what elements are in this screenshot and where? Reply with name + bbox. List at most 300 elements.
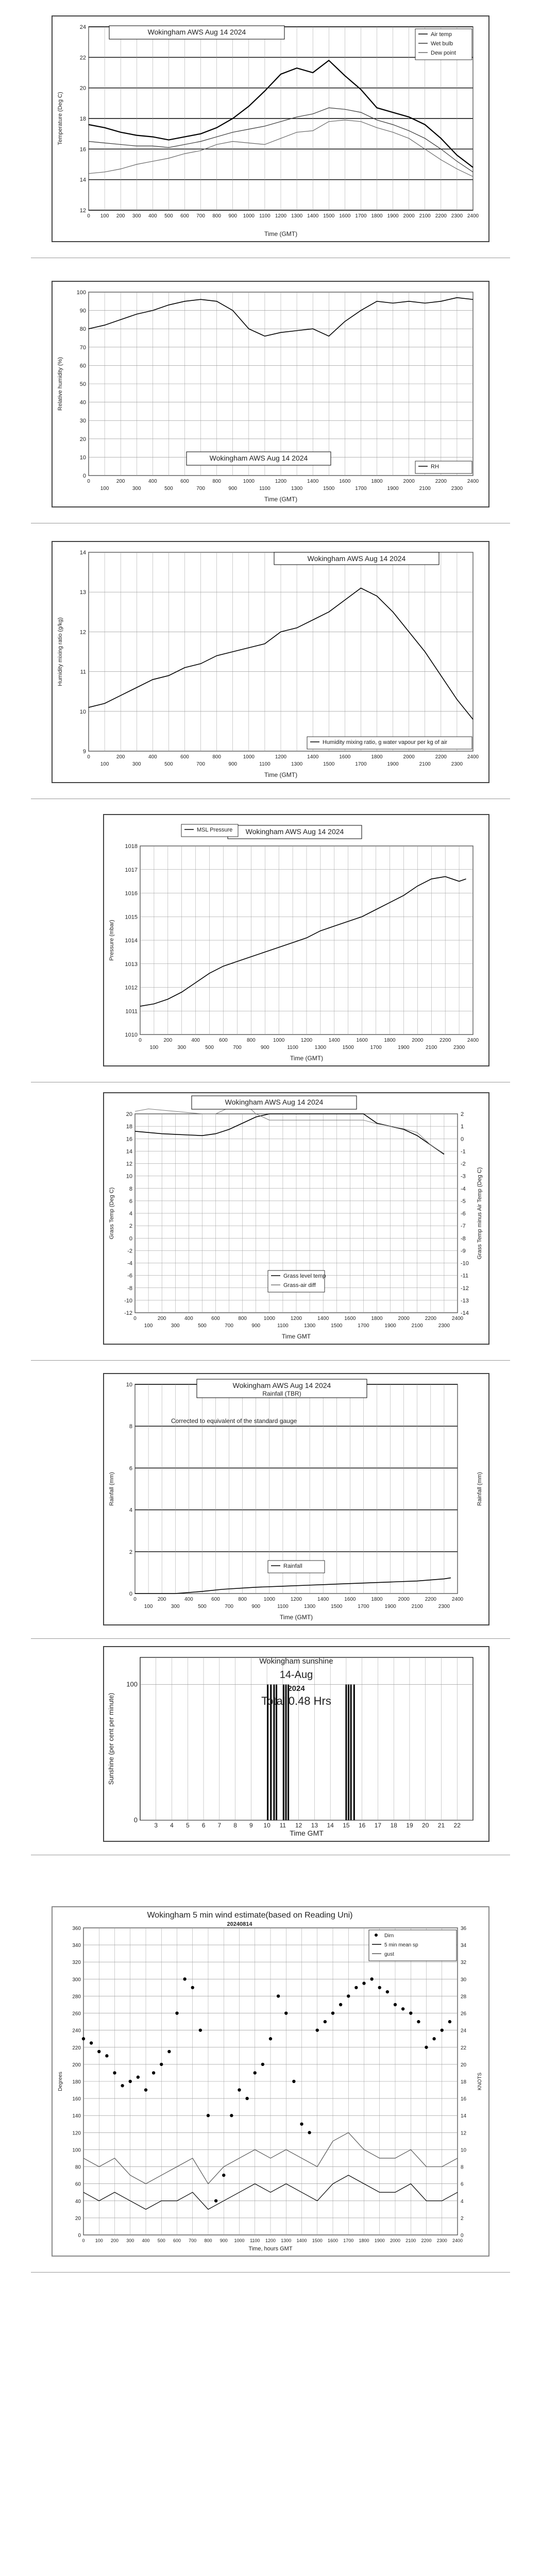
x-tick-label: 500 <box>164 213 173 219</box>
y-tick-label: 180 <box>72 2079 81 2085</box>
x-tick-label: 1300 <box>303 1323 316 1329</box>
x-tick-label: 22 <box>453 1822 461 1829</box>
x-tick-label: 500 <box>198 1323 207 1329</box>
x-tick-label: 2300 <box>451 486 463 492</box>
x-tick-label: 2400 <box>467 1038 479 1043</box>
wind-direction-point <box>448 2020 451 2023</box>
wind-direction-point <box>105 2054 108 2057</box>
x-tick-label: 700 <box>233 1045 242 1050</box>
x-tick-label: 1700 <box>358 1604 369 1609</box>
y-tick-label: 0 <box>82 473 86 479</box>
wind-direction-point <box>425 2046 428 2049</box>
y-tick-label: 1010 <box>125 1032 138 1038</box>
wind-direction-point <box>144 2088 147 2091</box>
x-tick-label: 1200 <box>275 754 287 760</box>
x-tick-label: 1200 <box>275 479 287 484</box>
x-axis-label: Time (GMT) <box>264 230 298 238</box>
y2-tick-label: 16 <box>461 2096 467 2103</box>
wind-direction-point <box>167 2050 171 2053</box>
y-tick-label: 160 <box>72 2096 81 2103</box>
y-tick-label: 200 <box>72 2062 81 2068</box>
chart-subtitle: Rainfall (TBR) <box>262 1390 301 1397</box>
y-tick-label: 1013 <box>125 961 138 968</box>
x-axis-label: Time (GMT) <box>264 496 298 503</box>
y-tick-label: 1017 <box>125 867 138 873</box>
x-tick-label: 0 <box>87 213 90 219</box>
y2-tick-label: -1 <box>461 1148 466 1155</box>
x-tick-label: 1600 <box>339 754 351 760</box>
y-tick-label: 100 <box>76 290 86 296</box>
wind-direction-point <box>152 2071 155 2074</box>
x-tick-label: 1700 <box>355 213 367 219</box>
divider <box>31 2272 510 2273</box>
y2-tick-label: 28 <box>461 1994 467 2000</box>
x-tick-label: 12 <box>295 1822 302 1829</box>
chart-svg-sunshine <box>104 1647 488 1841</box>
x-tick-label: 100 <box>100 213 109 219</box>
x-tick-label: 600 <box>180 213 189 219</box>
chart-panel-temperature <box>52 15 489 242</box>
x-tick-label: 100 <box>144 1604 153 1609</box>
y-tick-label: 10 <box>126 1382 132 1388</box>
legend-box <box>415 461 472 473</box>
legend-label: MSL Pressure <box>197 827 233 833</box>
x-tick-label: 600 <box>211 1316 220 1321</box>
x-tick-label: 400 <box>148 479 157 484</box>
x-tick-label: 1800 <box>371 1597 383 1602</box>
legend-label: Grass level temp <box>283 1273 326 1279</box>
legend-label: RH <box>431 464 439 470</box>
x-tick-label: 700 <box>196 486 205 492</box>
x-tick-label: 13 <box>311 1822 318 1829</box>
x-tick-label: 500 <box>198 1604 207 1609</box>
x-tick-label: 1200 <box>265 2238 276 2243</box>
x-tick-label: 1000 <box>273 1038 285 1043</box>
y2-tick-label: 18 <box>461 2079 467 2085</box>
x-tick-label: 500 <box>205 1045 214 1050</box>
x-tick-label: 1900 <box>384 1604 396 1609</box>
x-tick-label: 14 <box>327 1822 334 1829</box>
wind-direction-point <box>324 2020 327 2023</box>
wind-direction-point <box>160 2063 163 2066</box>
x-tick-label: 2300 <box>453 1045 465 1050</box>
x-tick-label: 6 <box>201 1822 206 1829</box>
y2-tick-label: 4 <box>461 2198 464 2205</box>
x-tick-label: 400 <box>142 2238 150 2243</box>
x-tick-label: 2000 <box>390 2238 401 2243</box>
y-tick-label: 120 <box>72 2130 81 2137</box>
x-axis-label: Time GMT <box>281 1333 311 1340</box>
x-tick-label: 10 <box>263 1822 270 1829</box>
wind-direction-point <box>261 2063 264 2066</box>
x-tick-label: 9 <box>249 1822 253 1829</box>
chart-svg-wind <box>53 1907 488 2256</box>
y-tick-label: -4 <box>127 1260 132 1267</box>
x-tick-label: 21 <box>437 1822 445 1829</box>
x-axis-label: Time, hours GMT <box>248 2246 293 2252</box>
y-tick-label: 220 <box>72 2045 81 2051</box>
y-tick-label: 100 <box>126 1680 138 1688</box>
x-tick-label: 800 <box>212 479 222 484</box>
x-tick-label: 16 <box>358 1822 366 1829</box>
wind-direction-point <box>401 2007 404 2010</box>
x-tick-label: 1400 <box>328 1038 340 1043</box>
x-tick-label: 2000 <box>403 213 415 219</box>
y-tick-label: 140 <box>72 2113 81 2120</box>
y2-tick-label: 0 <box>461 1136 464 1143</box>
x-tick-label: 17 <box>374 1822 382 1829</box>
x-tick-label: 800 <box>212 754 222 760</box>
x-tick-label: 900 <box>219 2238 228 2243</box>
chart-annotation: Total 0.48 Hrs <box>261 1694 331 1707</box>
x-tick-label: 0 <box>133 1597 137 1602</box>
y-tick-label: 60 <box>79 363 86 369</box>
y-tick-label: 320 <box>72 1960 81 1966</box>
x-tick-label: 1800 <box>371 213 383 219</box>
y2-tick-label: 26 <box>461 2011 467 2017</box>
wind-direction-point <box>121 2084 124 2087</box>
y-tick-label: 24 <box>79 24 86 30</box>
wind-direction-point <box>432 2037 435 2040</box>
y-tick-label: 80 <box>79 326 86 333</box>
x-tick-label: 2100 <box>419 761 431 767</box>
y-tick-label: 40 <box>75 2198 81 2205</box>
y2-tick-label: 2 <box>461 1111 464 1117</box>
wind-direction-point <box>199 2028 202 2031</box>
x-tick-label: 2400 <box>467 479 479 484</box>
y-tick-label: 20 <box>79 85 86 92</box>
wind-direction-point <box>394 2003 397 2006</box>
wind-direction-point <box>331 2011 334 2014</box>
x-tick-label: 300 <box>171 1604 180 1609</box>
x-tick-label: 1600 <box>339 479 351 484</box>
y2-tick-label: -6 <box>461 1211 466 1217</box>
y-tick-label: -2 <box>127 1248 132 1255</box>
y2-tick-label: -7 <box>461 1223 466 1230</box>
x-tick-label: 0 <box>87 479 90 484</box>
chart-svg-grass-temp <box>104 1093 488 1344</box>
y2-tick-label: 8 <box>461 2164 464 2171</box>
x-tick-label: 2000 <box>412 1038 424 1043</box>
x-tick-label: 18 <box>390 1822 397 1829</box>
wind-direction-point <box>113 2071 116 2074</box>
chart-title: Wokingham AWS Aug 14 2024 <box>232 1381 331 1389</box>
y-axis-label: Rainfall (mm) <box>109 1472 115 1506</box>
y-tick-label: 80 <box>75 2164 81 2171</box>
y-axis-label: Relative humidity (%) <box>57 357 63 411</box>
y-tick-label: 90 <box>79 308 86 314</box>
x-tick-label: 1000 <box>234 2238 245 2243</box>
x-tick-label: 200 <box>116 479 125 484</box>
y-tick-label: 18 <box>79 116 86 122</box>
x-tick-label: 1400 <box>296 2238 307 2243</box>
y-tick-label: 1014 <box>125 938 138 944</box>
x-tick-label: 19 <box>406 1822 413 1829</box>
x-tick-label: 2200 <box>425 1597 436 1602</box>
legend-label: gust <box>384 1952 394 1957</box>
y2-tick-label: -2 <box>461 1161 466 1167</box>
x-tick-label: 300 <box>171 1323 180 1329</box>
wind-direction-point <box>230 2114 233 2117</box>
x-tick-label: 200 <box>157 1316 166 1321</box>
x-tick-label: 1900 <box>387 486 399 492</box>
y-tick-label: 1011 <box>125 1008 138 1015</box>
chart-panel-mixing-ratio <box>52 541 489 783</box>
wind-direction-point <box>339 2003 342 2006</box>
y-tick-label: 14 <box>126 1148 132 1155</box>
chart-panel-rainfall <box>103 1373 489 1625</box>
legend-label: Dew point <box>431 50 456 56</box>
y2-tick-label: 20 <box>461 2062 467 2068</box>
x-tick-label: 1600 <box>344 1316 356 1321</box>
x-tick-label: 100 <box>95 2238 103 2243</box>
wind-direction-point <box>253 2071 257 2074</box>
y-axis-label: Sunshine (per cent per minute) <box>107 1692 115 1785</box>
wind-direction-point <box>409 2011 412 2014</box>
x-tick-label: 7 <box>217 1822 222 1829</box>
y-tick-label: 6 <box>129 1465 132 1472</box>
x-tick-label: 500 <box>157 2238 165 2243</box>
chart-year: 2024 <box>288 1684 305 1693</box>
x-tick-label: 0 <box>82 2238 85 2243</box>
x-tick-label: 2000 <box>403 479 415 484</box>
chart-title: Wokingham sunshine <box>259 1657 333 1666</box>
x-tick-label: 1900 <box>374 2238 385 2243</box>
x-tick-label: 1200 <box>300 1038 313 1043</box>
x-tick-label: 8 <box>233 1822 237 1829</box>
chart-title: Wokingham AWS Aug 14 2024 <box>147 28 246 36</box>
y-tick-label: 60 <box>75 2181 81 2188</box>
x-tick-label: 600 <box>180 754 189 760</box>
chart-panel-wind <box>52 1906 489 2257</box>
y2-tick-label: 30 <box>461 1977 467 1983</box>
x-tick-label: 200 <box>110 2238 119 2243</box>
wind-direction-point <box>175 2011 178 2014</box>
y-tick-label: 11 <box>80 669 86 675</box>
x-tick-label: 900 <box>251 1323 261 1329</box>
y-tick-label: 18 <box>126 1124 132 1130</box>
y-tick-label: 300 <box>72 1977 81 1983</box>
x-tick-label: 2000 <box>398 1316 410 1321</box>
wind-direction-point <box>245 2097 248 2100</box>
x-tick-label: 100 <box>100 486 109 492</box>
wind-direction-point <box>191 1986 194 1989</box>
x-tick-label: 600 <box>173 2238 181 2243</box>
y-tick-label: 30 <box>79 418 86 425</box>
y-tick-label: 10 <box>79 454 86 461</box>
x-tick-label: 900 <box>260 1045 269 1050</box>
y-tick-label: -10 <box>124 1297 132 1304</box>
x-tick-label: 3 <box>154 1822 158 1829</box>
y2-axis-label: Grass Temp minus Air Temp (Deg C) <box>477 1167 483 1260</box>
x-tick-label: 1600 <box>344 1597 356 1602</box>
x-tick-label: 1100 <box>277 1323 289 1329</box>
x-tick-label: 15 <box>343 1822 350 1829</box>
x-tick-label: 300 <box>132 213 141 219</box>
x-tick-label: 1200 <box>290 1597 302 1602</box>
x-tick-label: 1000 <box>243 479 255 484</box>
x-tick-label: 1100 <box>259 486 270 492</box>
x-tick-label: 1900 <box>398 1045 410 1050</box>
x-tick-label: 1500 <box>312 2238 323 2243</box>
x-tick-label: 800 <box>246 1038 256 1043</box>
y-tick-label: 14 <box>79 177 86 183</box>
x-tick-label: 1800 <box>384 1038 396 1043</box>
x-tick-label: 1700 <box>370 1045 382 1050</box>
x-tick-label: 1700 <box>358 1323 369 1329</box>
chart-panel-sunshine <box>103 1646 489 1842</box>
y2-tick-label: 22 <box>461 2045 467 2051</box>
chart-title: Wokingham AWS Aug 14 2024 <box>225 1098 324 1106</box>
x-tick-label: 2000 <box>403 754 415 760</box>
x-tick-label: 600 <box>180 479 189 484</box>
wind-direction-point <box>370 1977 373 1980</box>
x-tick-label: 0 <box>139 1038 142 1043</box>
y-tick-label: 0 <box>78 2233 81 2239</box>
y-tick-label: 14 <box>79 550 86 556</box>
x-axis-label: Time GMT <box>290 1829 324 1837</box>
x-tick-label: 1900 <box>384 1323 396 1329</box>
y-tick-label: 2 <box>129 1223 132 1230</box>
chart-title: Wokingham AWS Aug 14 2024 <box>245 827 344 836</box>
y-tick-label: 12 <box>79 208 86 214</box>
y-tick-label: 6 <box>129 1198 132 1205</box>
x-tick-label: 1700 <box>355 486 367 492</box>
x-tick-label: 400 <box>191 1038 200 1043</box>
y-tick-label: 12 <box>126 1161 132 1167</box>
x-tick-label: 300 <box>126 2238 134 2243</box>
chart-subtitle: 14-Aug <box>279 1669 313 1681</box>
wind-direction-point <box>207 2114 210 2117</box>
x-tick-label: 2200 <box>435 213 447 219</box>
y-axis-label: Degrees <box>58 2072 63 2091</box>
x-tick-label: 2100 <box>419 486 431 492</box>
x-tick-label: 800 <box>204 2238 212 2243</box>
divider <box>31 1638 510 1639</box>
y2-tick-label: 1 <box>461 1124 464 1130</box>
x-tick-label: 1500 <box>323 486 335 492</box>
wind-direction-point <box>362 1981 365 1985</box>
x-tick-label: 1400 <box>317 1597 329 1602</box>
x-tick-label: 900 <box>228 486 238 492</box>
x-tick-label: 2300 <box>438 1323 450 1329</box>
x-tick-label: 600 <box>211 1597 220 1602</box>
y-tick-label: 0 <box>129 1591 132 1597</box>
y-tick-label: 1015 <box>125 914 138 921</box>
x-tick-label: 700 <box>196 761 205 767</box>
x-tick-label: 100 <box>144 1323 153 1329</box>
y-tick-label: 16 <box>126 1136 132 1143</box>
x-tick-label: 1100 <box>277 1604 289 1609</box>
x-tick-label: 900 <box>228 213 238 219</box>
x-tick-label: 600 <box>219 1038 228 1043</box>
x-tick-label: 400 <box>148 213 157 219</box>
x-tick-label: 1100 <box>287 1045 298 1050</box>
x-tick-label: 4 <box>170 1822 174 1829</box>
wind-direction-point <box>354 1986 358 1989</box>
y-tick-label: 260 <box>72 2011 81 2017</box>
x-tick-label: 2100 <box>426 1045 437 1050</box>
y-tick-label: 8 <box>129 1185 132 1192</box>
x-tick-label: 2200 <box>439 1038 451 1043</box>
x-tick-label: 2400 <box>452 2238 463 2243</box>
x-tick-label: 2200 <box>421 2238 432 2243</box>
x-tick-label: 2400 <box>451 1316 464 1321</box>
y2-tick-label: 34 <box>461 1943 467 1949</box>
x-tick-label: 1300 <box>314 1045 327 1050</box>
x-tick-label: 2300 <box>438 1604 450 1609</box>
x-tick-label: 200 <box>116 754 125 760</box>
x-tick-label: 2200 <box>435 479 447 484</box>
divider <box>31 1360 510 1361</box>
y-tick-label: 70 <box>79 344 86 351</box>
x-tick-label: 1500 <box>331 1323 343 1329</box>
chart-subtitle: 20240814 <box>227 1921 252 1927</box>
y-tick-label: 13 <box>79 589 86 596</box>
y-tick-label: 12 <box>79 629 86 636</box>
x-tick-label: 1100 <box>259 761 270 767</box>
wind-direction-point <box>269 2037 272 2040</box>
y2-tick-label: 36 <box>461 1926 467 1931</box>
y-tick-label: 4 <box>129 1211 132 1217</box>
legend-label: Air temp <box>431 31 452 38</box>
x-tick-label: 2400 <box>467 754 479 760</box>
x-tick-label: 200 <box>116 213 125 219</box>
chart-svg-humidity <box>53 282 488 506</box>
wind-direction-point <box>292 2080 295 2083</box>
chart-panel-pressure <box>103 814 489 1066</box>
y-tick-label: 20 <box>126 1111 132 1117</box>
x-tick-label: 1000 <box>243 213 255 219</box>
chart-title: Wokingham AWS Aug 14 2024 <box>209 454 308 462</box>
x-tick-label: 1600 <box>356 1038 368 1043</box>
chart-svg-temperature <box>53 16 488 241</box>
x-tick-label: 300 <box>177 1045 187 1050</box>
x-tick-label: 800 <box>238 1316 247 1321</box>
x-tick-label: 1200 <box>275 213 287 219</box>
y2-tick-label: 0 <box>461 2233 464 2239</box>
x-tick-label: 700 <box>189 2238 197 2243</box>
x-tick-label: 1000 <box>263 1316 275 1321</box>
y-tick-label: 1012 <box>125 985 138 991</box>
wind-direction-point <box>238 2088 241 2091</box>
x-tick-label: 0 <box>133 1316 137 1321</box>
y-tick-label: 20 <box>79 436 86 443</box>
y-tick-label: 2 <box>129 1549 132 1555</box>
x-tick-label: 2200 <box>435 754 447 760</box>
y-tick-label: -12 <box>124 1310 132 1316</box>
x-tick-label: 1700 <box>355 761 367 767</box>
y2-tick-label: 6 <box>461 2181 464 2188</box>
x-tick-label: 1800 <box>371 1316 383 1321</box>
wind-direction-point <box>417 2020 420 2023</box>
wind-direction-point <box>386 1990 389 1993</box>
legend-label: Grass-air diff <box>283 1282 316 1289</box>
x-tick-label: 1800 <box>359 2238 369 2243</box>
y-tick-label: 0 <box>133 1816 138 1824</box>
x-tick-label: 1300 <box>303 1604 316 1609</box>
chart-svg-rainfall <box>104 1374 488 1624</box>
x-tick-label: 2300 <box>436 2238 447 2243</box>
y-tick-label: 360 <box>72 1926 81 1931</box>
x-tick-label: 2100 <box>419 213 431 219</box>
legend-swatch <box>375 1934 378 1937</box>
y2-tick-label: -9 <box>461 1248 466 1255</box>
x-tick-label: 1900 <box>387 761 399 767</box>
legend-label: Dirn <box>384 1933 394 1939</box>
x-tick-label: 2200 <box>425 1316 436 1321</box>
x-tick-label: 1500 <box>323 213 335 219</box>
